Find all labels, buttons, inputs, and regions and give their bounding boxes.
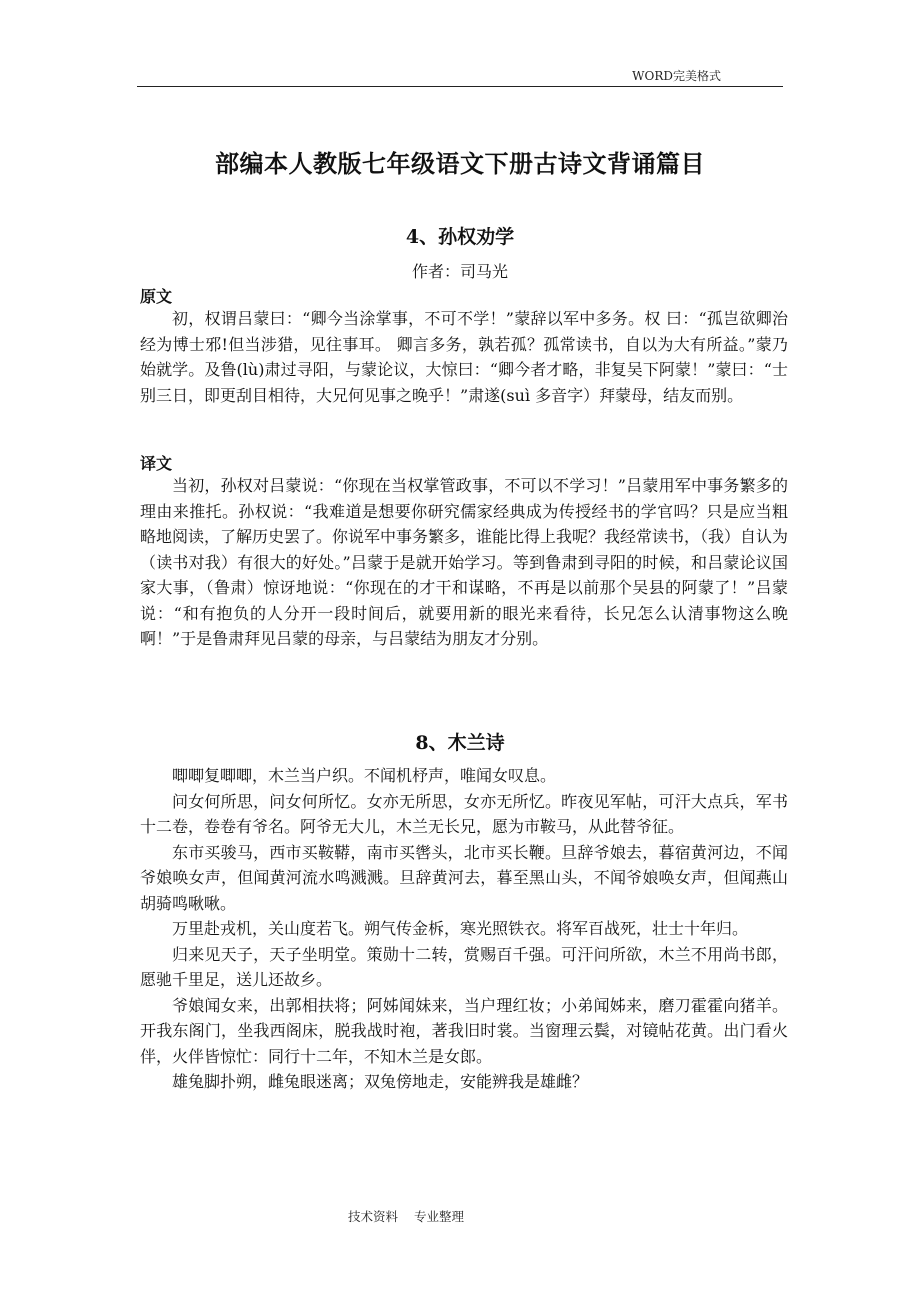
- footer-right-text: 专业整理: [414, 1209, 465, 1224]
- original-paragraph: 初，权谓吕蒙曰：“卿今当涂掌事，不可不学！”蒙辞以军中多务。权 曰：“孤岂欲卿治经为博士邪!但当涉猎，见往事耳。 卿言多务，孰若孤？孤常读书，自以为大有所益。”蒙乃始就学。及鲁(lù)肃过寻阳，与蒙论议，大惊曰：“卿今者才略，非复吴下阿蒙！”蒙曰：“士别三日，即更刮目相待，大兄何见事之晚乎！”肃遂(suì 多音字）拜蒙母，结友而别。: [140, 309, 788, 405]
- original-text-block: [140, 306, 788, 408]
- header-text: WORD完美格式: [632, 69, 721, 83]
- original-text-label: 原文: [140, 287, 173, 306]
- mulan-poem-block: [140, 763, 788, 1095]
- document-title: 部编本人教版七年级语文下册古诗文背诵篇目: [215, 150, 705, 178]
- poem-paragraph: 归来见天子，天子坐明堂。策勋十二转，赏赐百千强。可汗问所欲，木兰不用尚书郎，愿驰千里足，送儿还故乡。: [140, 944, 788, 989]
- page-header: [137, 64, 783, 87]
- section-title-mulan: 8、木兰诗: [415, 732, 505, 754]
- poem-paragraph: 爷娘闻女来，出郭相扶将；阿姊闻妹来，当户理红妆；小弟闻姊来，磨刀霍霍向猪羊。开我东阁门，坐我西阁床，脱我战时袍，著我旧时裳。当窗理云鬓，对镜帖花黄。出门看火伴，火伴皆惊忙：同行十二年，不知木兰是女郎。: [140, 995, 788, 1066]
- poem-paragraph: 万里赴戎机，关山度若飞。朔气传金柝，寒光照铁衣。将军百战死，壮士十年归。: [172, 919, 749, 938]
- page-footer: [348, 1207, 480, 1225]
- poem-paragraph: 唧唧复唧唧，木兰当户织。不闻机杼声，唯闻女叹息。: [172, 766, 557, 785]
- poem-paragraph: 东市买骏马，西市买鞍鞯，南市买辔头，北市买长鞭。旦辞爷娘去，暮宿黄河边，不闻爷娘唤女声，但闻黄河流水鸣溅溅。旦辞黄河去，暮至黑山头，不闻爷娘唤女声，但闻燕山胡骑鸣啾啾。: [140, 842, 788, 913]
- author-line: 作者：司马光: [411, 262, 508, 281]
- translation-paragraph: 当初，孙权对吕蒙说：“你现在当权掌管政事，不可以不学习！”吕蒙用军中事务繁多的理由来推托。孙权说：“我难道是想要你研究儒家经典成为传授经书的学官吗？只是应当粗略地阅读，了解历史罢了。你说军中事务繁多，谁能比得上我呢？我经常读书，（我）自认为（读书对我）有很大的好处。”吕蒙于是就开始学习。等到鲁肃到寻阳的时候，和吕蒙论议国家大事，（鲁肃）惊讶地说：“你现在的才干和谋略，不再是以前那个吴县的阿蒙了！”吕蒙说：“和有抱负的人分开一段时间后，就要用新的眼光来看待，长兄怎么认清事物这么晚啊！”于是鲁肃拜见吕蒙的母亲，与吕蒙结为朋友才分别。: [140, 476, 789, 648]
- translation-label: 译文: [140, 454, 173, 473]
- poem-paragraph: 问女何所思，问女何所忆。女亦无所思，女亦无所忆。昨夜见军帖，可汗大点兵，军书十二卷，卷卷有爷名。阿爷无大儿，木兰无长兄，愿为市鞍马，从此替爷征。: [140, 791, 788, 836]
- poem-paragraph: 雄兔脚扑朔，雌兔眼迷离；双兔傍地走，安能辨我是雄雌？: [172, 1072, 589, 1091]
- translation-block: [140, 473, 788, 652]
- footer-left-text: 技术资料: [348, 1209, 399, 1224]
- section-title-sunquan: 4、孙权劝学: [405, 226, 515, 248]
